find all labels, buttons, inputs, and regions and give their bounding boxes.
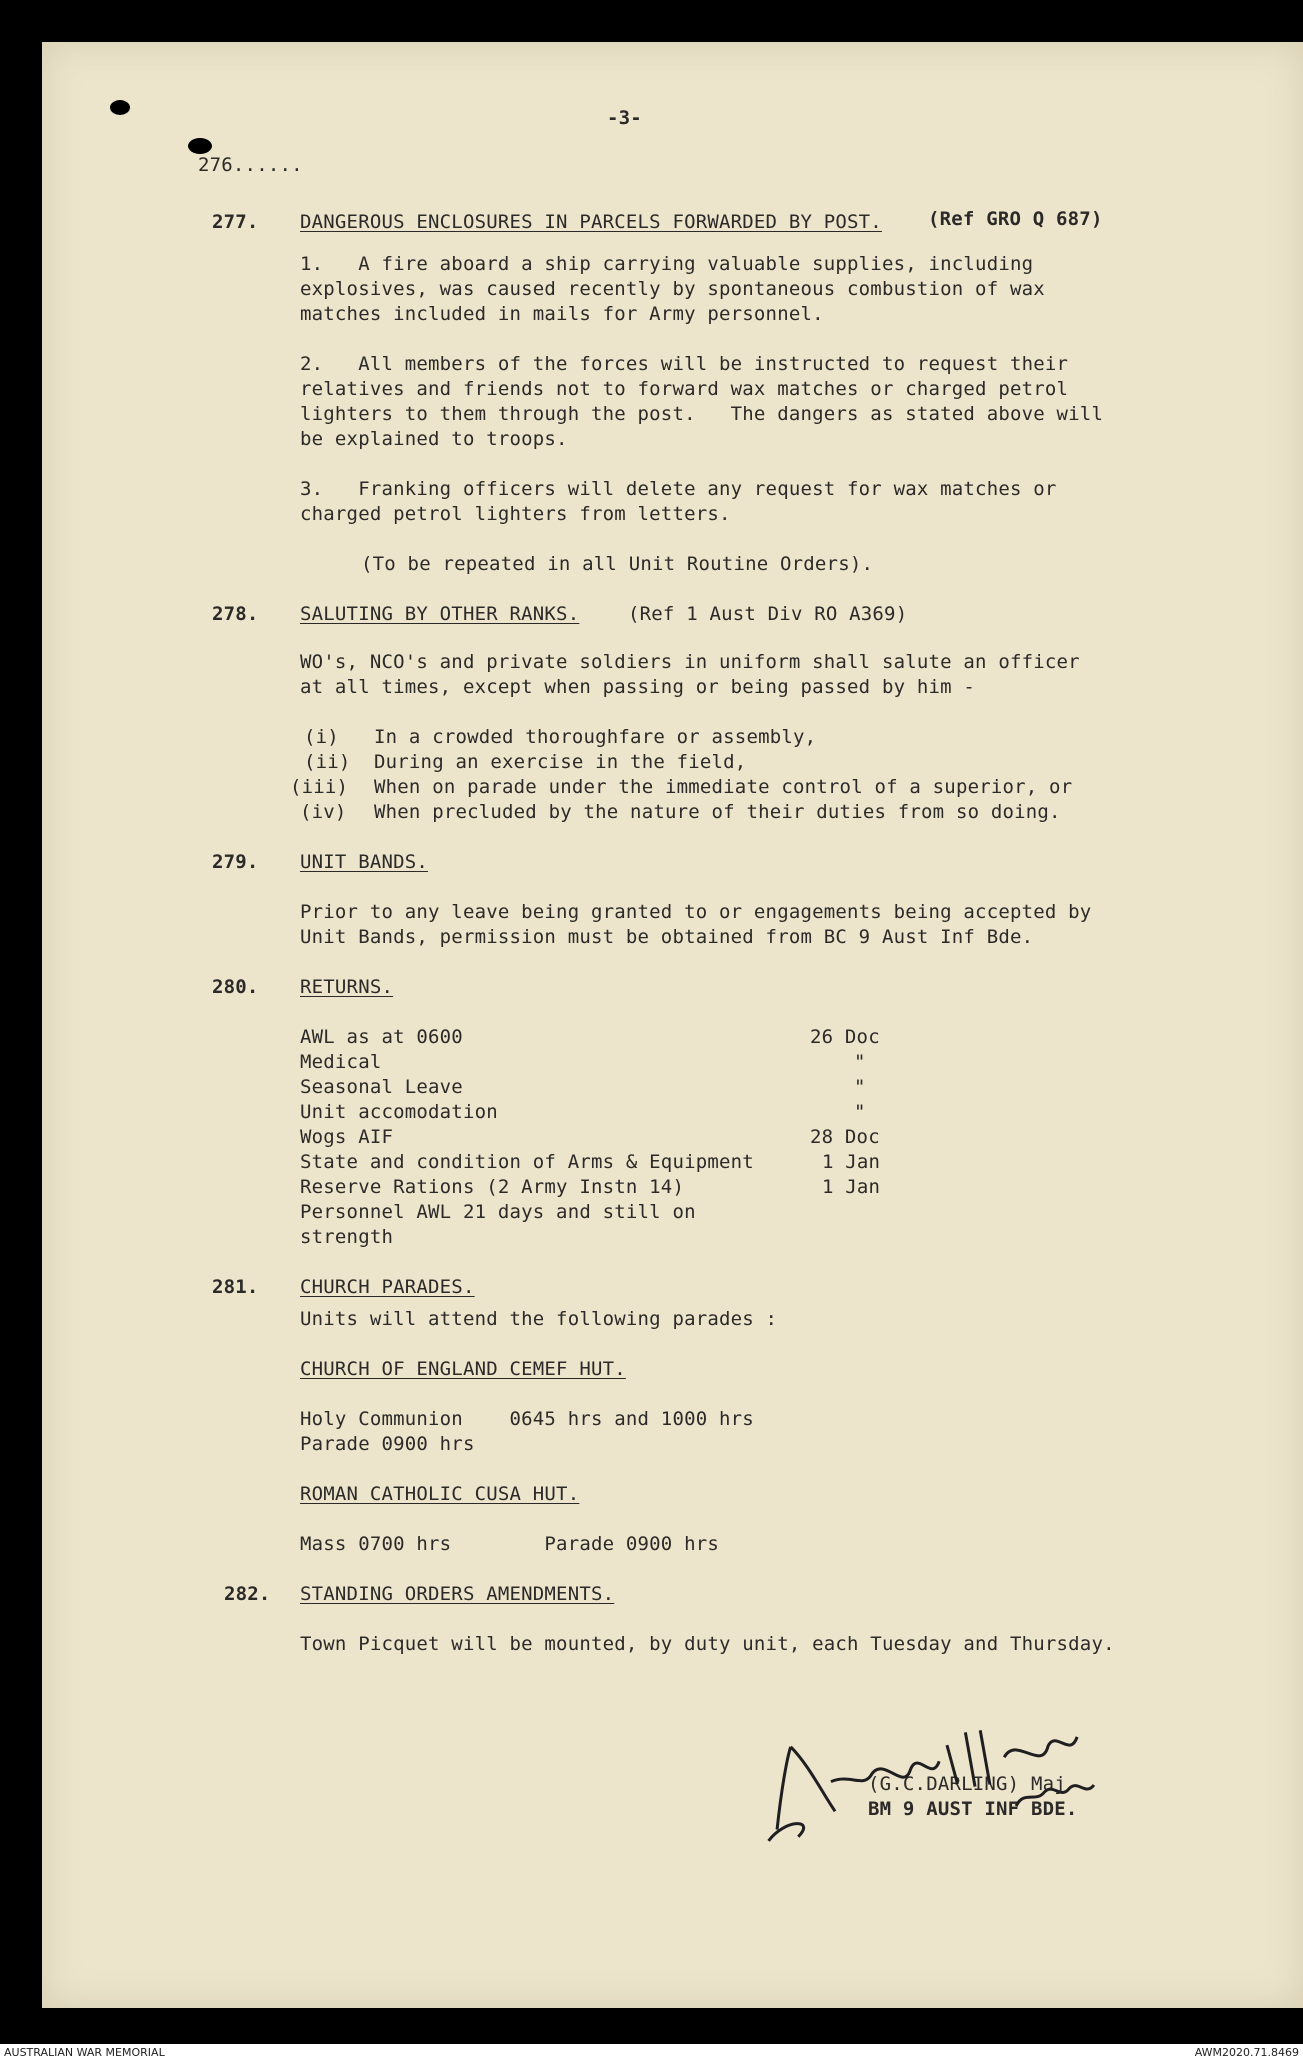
returns-date: " [854,1051,866,1073]
section-number: 279. [212,851,259,873]
returns-date: 1 Jan [822,1151,881,1173]
paragraph-line: Mass 0700 hrs Parade 0900 hrs [300,1533,720,1555]
list-item-number: (iv) [300,801,347,823]
section-heading: CHURCH PARADES. [300,1276,475,1298]
returns-date: 28 Doc [810,1126,880,1148]
punch-hole [188,138,212,154]
paragraph-line: explosives, was caused recently by spontaneous combustion of wax [300,278,1045,300]
section-reference: (Ref 1 Aust Div RO A369) [628,603,908,625]
paragraph-line: 1. A fire aboard a ship carrying valuable supplies, including [300,253,1034,275]
list-item-number: (iii) [290,776,349,798]
list-item-number: (ii) [304,751,351,773]
returns-item: Reserve Rations (2 Army Instn 14) [300,1176,685,1198]
paragraph-line: Units will attend the following parades : [300,1308,778,1330]
sub-heading: CHURCH OF ENGLAND CEMEF HUT. [300,1358,626,1380]
returns-item: Seasonal Leave [300,1076,463,1098]
section-reference: (Ref GRO Q 687) [928,208,1103,230]
list-item-text: In a crowded thoroughfare or assembly, [374,726,817,748]
paragraph-line: Parade 0900 hrs [300,1433,475,1455]
paragraph-line: Town Picquet will be mounted, by duty unit, each Tuesday and Thursday. [300,1633,1115,1655]
handwritten-signature [743,1680,1138,1866]
returns-item: Personnel AWL 21 days and still on [300,1201,696,1223]
returns-date: " [854,1101,866,1123]
footer-accession-number: AWM2020.71.8469 [1194,2046,1299,2059]
list-item-text: When precluded by the nature of their duties from so doing. [374,801,1061,823]
section-number: 280. [212,976,259,998]
archive-footer [0,2044,1303,2061]
section-number: 277. [212,211,259,233]
signature-scrawl [743,1680,1136,1852]
signatory-title: BM 9 AUST INF BDE. [868,1798,1078,1820]
section-number: 282. [224,1583,271,1605]
returns-item: State and condition of Arms & Equipment [300,1151,754,1173]
sub-heading: ROMAN CATHOLIC CUSA HUT. [300,1483,580,1505]
returns-date: 26 Doc [810,1026,880,1048]
paragraph-line: Holy Communion 0645 hrs and 1000 hrs [300,1408,754,1430]
paragraph-line: Unit Bands, permission must be obtained from BC 9 Aust Inf Bde. [300,926,1034,948]
footer-source: AUSTRALIAN WAR MEMORIAL [4,2046,165,2059]
section-heading: DANGEROUS ENCLOSURES IN PARCELS FORWARDED BY POST. [300,211,882,233]
paragraph-line: matches included in mails for Army personnel. [300,303,824,325]
paragraph-line: 3. Franking officers will delete any request for wax matches or [300,478,1057,500]
continuation-marker: 276...... [198,154,303,176]
section-number: 278. [212,603,259,625]
section-heading: UNIT BANDS. [300,851,429,873]
punch-hole [110,100,130,115]
paragraph-line: be explained to troops. [300,428,568,450]
section-heading: RETURNS. [300,976,394,998]
returns-item: Medical [300,1051,382,1073]
returns-date: " [854,1076,866,1098]
paragraph-line: WO's, NCO's and private soldiers in uniform shall salute an officer [300,651,1080,673]
paragraph-line: lighters to them through the post. The dangers as stated above will [300,403,1104,425]
paragraph-line: at all times, except when passing or being passed by him - [300,676,976,698]
list-item-text: When on parade under the immediate control of a superior, or [374,776,1073,798]
returns-item: strength [300,1226,394,1248]
section-number: 281. [212,1276,259,1298]
list-item-text: During an exercise in the field, [374,751,747,773]
section-heading: SALUTING BY OTHER RANKS. [300,603,580,625]
returns-date: 1 Jan [822,1176,881,1198]
section-note: (To be repeated in all Unit Routine Orders). [361,553,874,575]
paragraph-line: relatives and friends not to forward wax matches or charged petrol [300,378,1069,400]
page-number: -3- [607,107,642,129]
returns-item: AWL as at 0600 [300,1026,463,1048]
paragraph-line: charged petrol lighters from letters. [300,503,731,525]
returns-item: Wogs AIF [300,1126,394,1148]
paragraph-line: Prior to any leave being granted to or engagements being accepted by [300,901,1092,923]
list-item-number: (i) [304,726,339,748]
section-heading: STANDING ORDERS AMENDMENTS. [300,1583,615,1605]
document-page [42,42,1303,2008]
signatory-name: (G.C.DARLING) Maj [868,1773,1066,1795]
returns-item: Unit accomodation [300,1101,498,1123]
paragraph-line: 2. All members of the forces will be instructed to request their [300,353,1069,375]
